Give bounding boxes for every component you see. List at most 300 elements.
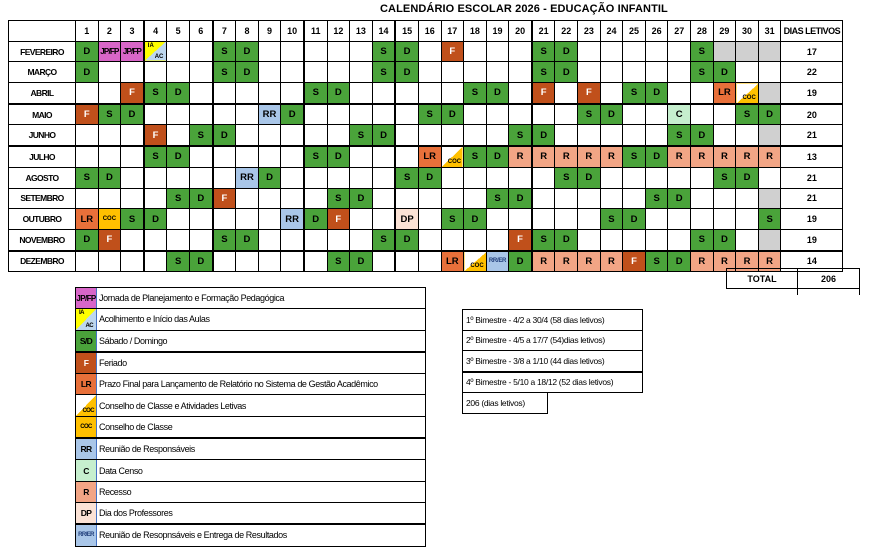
day-cell-recesso: R [555, 251, 578, 272]
day-cell-feriado: F [327, 209, 350, 230]
day-cell-empty [600, 83, 623, 104]
legend-swatch-rrer: RR/ER [76, 525, 97, 545]
day-header: 4 [144, 21, 167, 42]
day-cell-weekend: S [532, 229, 555, 250]
day-cell-empty [441, 62, 464, 83]
day-cell-empty [532, 188, 555, 209]
legend-swatch-rr: RR [76, 439, 97, 459]
day-cell-weekend: D [532, 125, 555, 146]
day-cell-empty [258, 83, 281, 104]
day-cell-weekend: D [258, 167, 281, 188]
day-cell-empty [189, 41, 212, 62]
legend-swatch-dp: DP [76, 503, 97, 523]
day-cell-weekend: D [304, 209, 327, 230]
day-cell-empty [372, 167, 395, 188]
day-cell-empty [213, 209, 236, 230]
day-cell-empty [509, 104, 532, 125]
month-row [9, 146, 843, 167]
bimestres-table [462, 309, 643, 414]
header-row [9, 21, 843, 42]
day-cell-empty [304, 104, 327, 125]
day-cell-empty [372, 83, 395, 104]
day-cell-weekend: S [532, 41, 555, 62]
day-header: 22 [555, 21, 578, 42]
day-header: 19 [486, 21, 509, 42]
day-cell-recesso: R [600, 251, 623, 272]
day-header: 18 [464, 21, 487, 42]
day-cell-recesso: R [691, 146, 714, 167]
day-header: 12 [327, 21, 350, 42]
legend-swatch-censo: C [76, 460, 97, 480]
month-row [9, 125, 843, 146]
day-cell-empty [668, 41, 691, 62]
day-cell-empty [713, 188, 736, 209]
day-cell-weekend: S [350, 125, 373, 146]
day-cell-empty [304, 125, 327, 146]
day-header: 13 [350, 21, 373, 42]
day-cell-jpfp: JP/FP [121, 41, 144, 62]
day-cell-empty [167, 167, 190, 188]
day-cell-empty [464, 62, 487, 83]
day-cell-feriado: F [578, 83, 601, 104]
day-cell-empty [758, 167, 781, 188]
day-cell-weekend: D [441, 104, 464, 125]
day-cell-feriado: F [441, 41, 464, 62]
day-cell-empty [236, 146, 259, 167]
day-cell-empty [623, 104, 646, 125]
day-cell-recesso: R [758, 146, 781, 167]
day-cell-empty [121, 62, 144, 83]
day-cell-empty [76, 251, 99, 272]
day-header: 6 [189, 21, 212, 42]
day-cell-weekend: D [645, 146, 668, 167]
legend-item-rr [76, 439, 425, 460]
day-cell-weekend: S [167, 251, 190, 272]
day-cell-empty [600, 188, 623, 209]
month-name: JUNHO [9, 125, 76, 146]
bimestre-4: 4º Bimestre - 5/10 a 18/12 (52 dias letivos) [463, 372, 643, 393]
day-cell-empty [441, 188, 464, 209]
day-cell-recesso: R [578, 251, 601, 272]
day-cell-empty [736, 62, 759, 83]
day-header: 26 [645, 21, 668, 42]
day-cell-recesso: R [736, 146, 759, 167]
day-cell-weekend: S [327, 188, 350, 209]
ac-label: AC [85, 322, 93, 329]
day-cell-weekend: D [736, 167, 759, 188]
day-cell-feriado: F [121, 83, 144, 104]
day-cell-weekend: S [645, 251, 668, 272]
legend-item-censo [76, 460, 425, 481]
day-cell-empty [555, 104, 578, 125]
day-cell-empty [418, 62, 441, 83]
day-cell-weekend: S [76, 167, 99, 188]
day-cell-feriado: F [509, 229, 532, 250]
spacer [727, 289, 798, 296]
day-cell-empty [758, 62, 781, 83]
legend-label: Dia dos Professores [99, 508, 173, 519]
day-cell-weekend: S [372, 41, 395, 62]
day-cell-weekend: D [281, 104, 304, 125]
month-row [9, 251, 843, 272]
day-cell-empty [418, 251, 441, 272]
day-cell-empty [645, 167, 668, 188]
day-cell-empty [418, 125, 441, 146]
day-cell-empty [144, 188, 167, 209]
day-cell-empty [713, 125, 736, 146]
day-cell-coc-diag [464, 251, 487, 272]
day-cell-empty [213, 167, 236, 188]
month-row [9, 62, 843, 83]
day-cell-recesso: R [691, 251, 714, 272]
day-cell-weekend: S [691, 62, 714, 83]
day-header: 9 [258, 21, 281, 42]
day-cell-empty [258, 209, 281, 230]
day-cell-empty [464, 229, 487, 250]
month-name: SETEMBRO [9, 188, 76, 209]
day-cell-empty [98, 83, 121, 104]
day-cell-empty [281, 167, 304, 188]
day-cell-empty [395, 104, 418, 125]
day-cell-recesso: R [532, 251, 555, 272]
day-cell-empty [372, 209, 395, 230]
day-cell-weekend: D [76, 41, 99, 62]
day-cell-weekend: D [486, 83, 509, 104]
month-row [9, 104, 843, 125]
month-name: MARÇO [9, 62, 76, 83]
day-cell-empty [578, 125, 601, 146]
day-cell-empty [372, 251, 395, 272]
day-header: 16 [418, 21, 441, 42]
day-cell-weekend: D [486, 146, 509, 167]
day-cell-weekend: S [213, 41, 236, 62]
legend-swatch-coc-diag [76, 395, 97, 415]
day-cell-empty [98, 62, 121, 83]
day-cell-empty [691, 167, 714, 188]
day-cell-weekend: D [395, 41, 418, 62]
day-cell-nonexistent [758, 41, 781, 62]
day-header: 17 [441, 21, 464, 42]
day-cell-nonexistent [736, 41, 759, 62]
day-cell-weekend: S [691, 41, 714, 62]
day-cell-weekend: S [758, 209, 781, 230]
day-cell-weekend: S [578, 104, 601, 125]
day-cell-weekend: D [758, 104, 781, 125]
day-cell-empty [350, 83, 373, 104]
day-cell-empty [418, 209, 441, 230]
day-cell-feriado: F [76, 104, 99, 125]
dias-letivos-value: 14 [781, 251, 843, 272]
legend-item-weekend [76, 331, 425, 353]
day-cell-empty [327, 62, 350, 83]
day-cell-empty [486, 62, 509, 83]
day-cell-empty [486, 41, 509, 62]
day-cell-weekend: D [350, 188, 373, 209]
day-header: 1 [76, 21, 99, 42]
day-cell-weekend: S [713, 167, 736, 188]
day-cell-empty [736, 125, 759, 146]
day-cell-coc-diag [736, 83, 759, 104]
day-cell-weekend: S [555, 167, 578, 188]
day-cell-weekend: D [713, 229, 736, 250]
legend-label: Acolhimento e Início das Aulas [99, 314, 210, 325]
day-cell-empty [121, 167, 144, 188]
day-cell-weekend: D [350, 251, 373, 272]
legend-label: Recesso [99, 486, 132, 497]
day-cell-rr: RR [258, 104, 281, 125]
day-cell-feriado: F [532, 83, 555, 104]
day-header: 31 [758, 21, 781, 42]
day-cell-recesso: R [509, 146, 532, 167]
day-cell-weekend: S [441, 209, 464, 230]
spacer [548, 393, 643, 414]
day-cell-empty [121, 125, 144, 146]
day-cell-empty [464, 41, 487, 62]
day-cell-empty [441, 229, 464, 250]
day-cell-weekend: D [600, 104, 623, 125]
day-cell-weekend: D [691, 125, 714, 146]
day-cell-empty [189, 62, 212, 83]
day-cell-empty [144, 167, 167, 188]
day-cell-empty [441, 125, 464, 146]
day-cell-empty [350, 209, 373, 230]
day-cell-empty [213, 83, 236, 104]
day-cell-empty [668, 229, 691, 250]
day-cell-empty [144, 229, 167, 250]
bimestre-1: 1º Bimestre - 4/2 a 30/4 (58 dias letivos) [463, 310, 643, 331]
day-cell-censo: C [668, 104, 691, 125]
day-cell-weekend: D [144, 209, 167, 230]
day-cell-empty [600, 125, 623, 146]
day-cell-empty [509, 41, 532, 62]
day-cell-lr: LR [76, 209, 99, 230]
day-cell-weekend: D [121, 104, 144, 125]
legend-label: Prazo Final para Lançamento de Relatório no Sistema de Gestão Acadêmico [99, 379, 378, 390]
day-cell-rr: RR [236, 167, 259, 188]
month-name: MAIO [9, 104, 76, 125]
day-cell-empty [486, 125, 509, 146]
day-cell-empty [509, 83, 532, 104]
day-cell-empty [167, 104, 190, 125]
day-cell-empty [258, 125, 281, 146]
day-cell-rr: RR [281, 209, 304, 230]
day-cell-empty [668, 83, 691, 104]
bimestre-3: 3º Bimestre - 3/8 a 1/10 (44 dias letivos) [463, 351, 643, 372]
day-cell-empty [691, 209, 714, 230]
day-cell-empty [350, 146, 373, 167]
day-cell-empty [372, 146, 395, 167]
day-cell-empty [121, 188, 144, 209]
bimestre-2: 2º Bimestre - 4/5 a 17/7 (54)dias letivos) [463, 330, 643, 351]
day-cell-empty [532, 104, 555, 125]
day-cell-empty [189, 167, 212, 188]
day-cell-weekend: S [645, 188, 668, 209]
day-cell-weekend: D [189, 188, 212, 209]
day-cell-empty [304, 62, 327, 83]
day-cell-weekend: D [668, 188, 691, 209]
day-cell-recesso: R [713, 146, 736, 167]
day-cell-empty [350, 229, 373, 250]
day-cell-recesso: R [600, 146, 623, 167]
legend-swatch-recesso: R [76, 482, 97, 502]
day-cell-empty [258, 146, 281, 167]
day-header: 25 [623, 21, 646, 42]
day-cell-empty [213, 251, 236, 272]
dias-letivos-value: 22 [781, 62, 843, 83]
day-cell-empty [213, 146, 236, 167]
day-header: 21 [532, 21, 555, 42]
dias-letivos-value: 17 [781, 41, 843, 62]
day-cell-empty [121, 146, 144, 167]
day-cell-weekend: S [304, 146, 327, 167]
day-cell-weekend: S [144, 146, 167, 167]
day-cell-weekend: D [578, 167, 601, 188]
legend-label: Reunião de Resopnsáveis e Entrega de Resultados [99, 530, 287, 541]
day-cell-weekend: D [555, 229, 578, 250]
day-cell-empty [121, 229, 144, 250]
day-header: 20 [509, 21, 532, 42]
day-cell-recesso: R [736, 251, 759, 272]
legend-swatch-lr: LR [76, 374, 97, 394]
day-cell-empty [98, 188, 121, 209]
day-cell-empty [623, 229, 646, 250]
day-cell-weekend: D [555, 62, 578, 83]
day-cell-empty [486, 104, 509, 125]
day-cell-weekend: S [464, 83, 487, 104]
day-cell-empty [555, 125, 578, 146]
day-cell-empty [236, 251, 259, 272]
day-cell-empty [623, 62, 646, 83]
day-cell-recesso: R [758, 251, 781, 272]
coc-label: COC [742, 94, 756, 101]
day-cell-recesso: R [668, 146, 691, 167]
day-cell-weekend: D [395, 229, 418, 250]
day-cell-empty [395, 83, 418, 104]
day-cell-empty [418, 83, 441, 104]
day-cell-weekend: D [327, 83, 350, 104]
day-cell-empty [441, 83, 464, 104]
legend-swatch-coc: COC [76, 417, 97, 437]
day-cell-empty [258, 41, 281, 62]
day-cell-weekend: S [736, 104, 759, 125]
day-cell-empty [623, 125, 646, 146]
day-cell-empty [668, 62, 691, 83]
day-cell-weekend: D [464, 209, 487, 230]
day-cell-empty [509, 209, 532, 230]
legend-item-recesso [76, 482, 425, 503]
day-cell-dp: DP [395, 209, 418, 230]
day-cell-empty [76, 125, 99, 146]
day-cell-empty [418, 41, 441, 62]
day-cell-weekend: S [668, 125, 691, 146]
day-cell-nonexistent [758, 229, 781, 250]
legend-item-jpfp [76, 288, 425, 309]
day-cell-empty [532, 209, 555, 230]
day-cell-empty [486, 229, 509, 250]
day-cell-empty [236, 188, 259, 209]
legend-item-iaac [76, 309, 425, 330]
day-cell-empty [464, 125, 487, 146]
day-header: 3 [121, 21, 144, 42]
month-name: ABRIL [9, 83, 76, 104]
dias-letivos-value: 13 [781, 146, 843, 167]
day-cell-empty [144, 62, 167, 83]
day-header: 15 [395, 21, 418, 42]
month-row [9, 83, 843, 104]
day-cell-empty [509, 167, 532, 188]
legend-swatch-jpfp: JP/FP [76, 288, 97, 308]
day-cell-weekend: D [645, 83, 668, 104]
day-cell-empty [327, 125, 350, 146]
day-cell-empty [645, 229, 668, 250]
day-cell-empty [645, 104, 668, 125]
day-cell-weekend: D [98, 167, 121, 188]
day-cell-feriado: F [213, 188, 236, 209]
day-header: 10 [281, 21, 304, 42]
day-cell-empty [189, 104, 212, 125]
day-cell-weekend: S [532, 62, 555, 83]
day-cell-weekend: D [418, 167, 441, 188]
day-cell-empty [144, 251, 167, 272]
legend [75, 287, 426, 547]
legend-label: Conselho de Classe e Atividades Letivas [99, 400, 246, 411]
ia-label: IA [147, 42, 154, 49]
month-name: DEZEMBRO [9, 251, 76, 272]
day-cell-nonexistent [758, 125, 781, 146]
day-cell-weekend: S [623, 146, 646, 167]
day-cell-weekend: D [555, 41, 578, 62]
ia-label: IA [79, 310, 84, 317]
day-cell-iaac [144, 41, 167, 62]
day-cell-weekend: S [418, 104, 441, 125]
day-cell-empty [464, 104, 487, 125]
legend-label: Reunião de Responsáveis [99, 444, 195, 455]
legend-label: Data Censo [99, 465, 143, 476]
day-cell-weekend: S [372, 229, 395, 250]
day-cell-empty [600, 41, 623, 62]
legend-swatch-weekend: S/D [76, 331, 97, 351]
day-header: 27 [668, 21, 691, 42]
day-cell-feriado: F [623, 251, 646, 272]
day-cell-weekend: S [691, 229, 714, 250]
day-cell-weekend: S [304, 83, 327, 104]
day-cell-empty [167, 209, 190, 230]
day-cell-empty [713, 209, 736, 230]
day-cell-empty [281, 146, 304, 167]
day-cell-weekend: D [236, 41, 259, 62]
day-cell-empty [236, 83, 259, 104]
day-header: 7 [213, 21, 236, 42]
coc-label: COC [447, 158, 462, 165]
day-cell-empty [395, 125, 418, 146]
coc-label: COC [82, 407, 94, 414]
day-cell-empty [167, 125, 190, 146]
day-cell-empty [304, 41, 327, 62]
legend-item-rrer [76, 525, 425, 545]
day-cell-empty [327, 167, 350, 188]
month-name: NOVEMBRO [9, 229, 76, 250]
total-table [726, 268, 860, 295]
bimestres-total: 206 (dias letivos) [463, 393, 548, 414]
day-cell-empty [736, 209, 759, 230]
day-cell-empty [189, 229, 212, 250]
day-cell-weekend: D [668, 251, 691, 272]
day-cell-recesso: R [532, 146, 555, 167]
day-cell-weekend: S [167, 188, 190, 209]
day-cell-weekend: S [189, 125, 212, 146]
day-cell-coc-diag [441, 146, 464, 167]
day-cell-lr: LR [418, 146, 441, 167]
